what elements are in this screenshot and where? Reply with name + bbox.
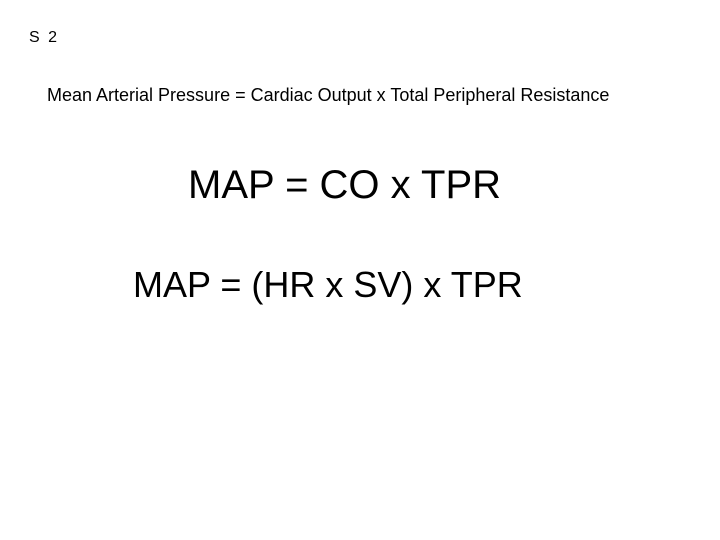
equation-expanded: MAP = (HR x SV) x TPR <box>133 264 523 305</box>
definition-text: Mean Arterial Pressure = Cardiac Output x Total Peripheral Resistance <box>47 85 610 105</box>
equation-short: MAP = CO x TPR <box>188 163 502 207</box>
slide-number: S 2 <box>29 29 60 46</box>
